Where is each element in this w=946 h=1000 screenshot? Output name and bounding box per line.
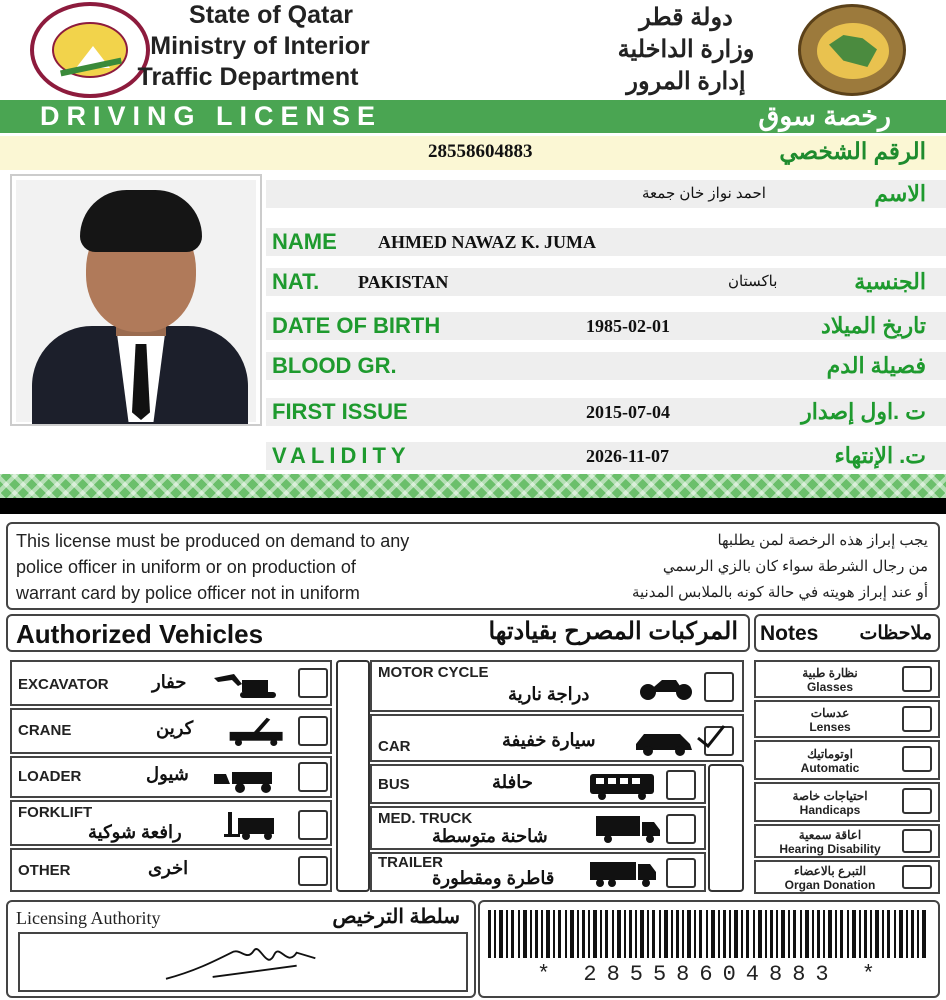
vehicle-label-ar: سيارة خفيفة <box>502 730 596 750</box>
vehicle-label-ar: اخرى <box>148 858 189 878</box>
note-handicaps <box>754 782 940 822</box>
motorcycle-icon <box>636 672 696 702</box>
glasses-checkbox[interactable] <box>902 666 932 692</box>
vehicle-trailer <box>370 852 706 892</box>
header-arabic <box>586 2 786 98</box>
ministry-title: Ministry of Interior <box>150 32 370 60</box>
note-automatic <box>754 740 940 780</box>
decorative-pattern-band <box>0 474 946 498</box>
hearing-checkbox[interactable] <box>902 829 932 853</box>
bracket-left-group <box>336 660 370 892</box>
vehicle-crane <box>10 708 332 754</box>
validity-label: VALIDITY <box>272 443 411 468</box>
notice-line-1: This license must be produced on demand to any <box>16 531 410 551</box>
note-label <box>760 828 900 856</box>
organ-donation-checkbox[interactable] <box>902 865 932 889</box>
excavator-checkbox[interactable] <box>298 668 328 698</box>
gcc-emblem-icon <box>798 4 906 96</box>
department-title-ar: إدارة المرور <box>626 68 746 95</box>
licensing-authority-label-ar: سلطة الترخيص <box>332 906 460 928</box>
truck-icon <box>594 814 664 844</box>
row-dob <box>266 312 946 340</box>
note-label <box>760 706 900 734</box>
row-nationality <box>266 268 946 296</box>
note-label <box>760 864 900 892</box>
dob-value: 1985-02-01 <box>586 316 670 336</box>
truck-checkbox[interactable] <box>666 814 696 844</box>
note-label-ar: التبرع بالاعضاء <box>793 864 867 878</box>
note-label <box>760 747 900 775</box>
validity-label-ar: ت. الإنتهاء <box>834 443 926 468</box>
note-glasses <box>754 660 940 698</box>
dob-label: DATE OF BIRTH <box>272 313 441 338</box>
nationality-value-ar: باكستان <box>728 273 778 290</box>
vehicle-label: CRANE <box>18 722 72 739</box>
vehicle-label-ar: شيول <box>146 764 189 784</box>
vehicle-other <box>10 848 332 892</box>
check-mark-icon <box>696 722 726 752</box>
notice-line-3: warrant card by police officer not in uniform <box>16 583 360 603</box>
note-label <box>760 666 900 694</box>
license-back <box>0 514 946 1000</box>
barcode-box <box>478 900 940 998</box>
holder-photo <box>10 174 262 426</box>
license-title: DRIVING LICENSE <box>40 101 383 131</box>
car-icon <box>632 726 696 756</box>
department-title: Traffic Department <box>137 63 359 91</box>
barcode-number: * 28558604883 * <box>536 962 886 987</box>
card-divider <box>0 498 946 514</box>
note-label-ar: عدسات <box>810 706 850 720</box>
note-label-en: Handicaps <box>799 803 861 817</box>
barcode-icon <box>488 910 928 958</box>
trailer-checkbox[interactable] <box>666 858 696 888</box>
vehicle-label: MOTOR CYCLE <box>378 664 489 681</box>
bus-icon <box>588 770 658 800</box>
nationality-value: PAKISTAN <box>358 272 449 292</box>
other-checkbox[interactable] <box>298 856 328 886</box>
notes-title: Notes <box>760 622 819 645</box>
note-lenses <box>754 700 940 738</box>
vehicle-label: FORKLIFT <box>18 804 93 821</box>
note-label-en: Hearing Disability <box>779 842 881 856</box>
dob-label-ar: تاريخ الميلاد <box>821 313 926 338</box>
forklift-checkbox[interactable] <box>298 810 328 840</box>
state-title: State of Qatar <box>189 1 353 29</box>
vehicle-label: EXCAVATOR <box>18 676 109 693</box>
note-label-ar: اوتوماتيك <box>807 747 853 761</box>
license-title-ar: رخصة سوق <box>758 101 891 131</box>
vehicle-label: CAR <box>378 738 411 755</box>
personal-id-label-ar: الرقم الشخصي <box>779 138 926 164</box>
ministry-title-ar: وزارة الداخلية <box>617 36 755 63</box>
first-issue-label-ar: ت .اول إصدار <box>801 399 926 424</box>
licensing-authority-box <box>6 900 476 998</box>
crane-icon <box>222 716 292 746</box>
bracket-right-group <box>708 764 744 892</box>
validity-value: 2026-11-07 <box>586 446 669 466</box>
name-label-ar: الاسم <box>874 181 926 206</box>
vehicle-excavator <box>10 660 332 706</box>
motorcycle-checkbox[interactable] <box>704 672 734 702</box>
note-organ-donation <box>754 860 940 894</box>
notes-header <box>754 614 940 652</box>
row-blood <box>266 352 946 380</box>
note-hearing <box>754 824 940 858</box>
nationality-label: NAT. <box>272 269 320 294</box>
crane-checkbox[interactable] <box>298 716 328 746</box>
name-label: NAME <box>272 229 337 254</box>
excavator-icon <box>212 670 282 700</box>
bus-checkbox[interactable] <box>666 770 696 800</box>
loader-checkbox[interactable] <box>298 762 328 792</box>
vehicle-label-ar: كرين <box>156 718 194 738</box>
vehicle-label-ar: دراجة نارية <box>508 684 590 704</box>
authorized-vehicles-header <box>6 614 750 652</box>
car-checkbox[interactable] <box>704 726 734 756</box>
id-band <box>0 136 946 170</box>
notice-line-2-ar: من رجال الشرطة سواء كان بالزي الرسمي <box>662 558 928 575</box>
notice-line-3-ar: أو عند إبراز هويته في حالة كونه بالملابس المدنية <box>631 584 928 601</box>
vehicle-label-ar: حافلة <box>492 772 533 792</box>
note-label <box>760 789 900 817</box>
vehicle-label-ar: رافعة شوكية <box>88 822 182 842</box>
blood-label-ar: فصيلة الدم <box>826 353 926 378</box>
loader-icon <box>212 764 282 794</box>
note-label-ar: احتياجات خاصة <box>792 789 868 803</box>
row-name <box>266 228 946 256</box>
title-band <box>0 100 946 133</box>
nationality-label-ar: الجنسية <box>854 269 926 294</box>
authorized-vehicles-title: Authorized Vehicles <box>16 619 264 649</box>
licensing-authority-label: Licensing Authority <box>16 908 161 928</box>
vehicle-label: TRAILER <box>378 854 443 871</box>
vehicle-label: LOADER <box>18 768 82 785</box>
vehicle-label: BUS <box>378 776 410 793</box>
vehicle-motorcycle <box>370 660 744 712</box>
note-label-en: Glasses <box>806 680 854 694</box>
forklift-icon <box>224 810 294 840</box>
vehicle-forklift <box>10 800 332 846</box>
header-english <box>0 0 470 93</box>
lenses-checkbox[interactable] <box>902 706 932 732</box>
note-label-en: Lenses <box>809 720 851 734</box>
blood-label: BLOOD GR. <box>272 353 397 378</box>
handicaps-checkbox[interactable] <box>902 788 932 814</box>
vehicle-med-truck <box>370 806 706 850</box>
row-first-issue <box>266 398 946 426</box>
vehicle-label-ar: حفار <box>152 672 187 692</box>
authorized-vehicles-title-ar: المركبات المصرح بقيادتها <box>488 618 738 645</box>
vehicle-label: MED. TRUCK <box>378 810 473 827</box>
notice-line-1-ar: يجب إبراز هذه الرخصة لمن يطلبها <box>717 532 928 549</box>
notes-title-ar: ملاحظات <box>859 623 932 644</box>
license-front <box>0 0 946 498</box>
vehicle-loader <box>10 756 332 798</box>
note-label-ar: نظارة طبية <box>802 666 858 680</box>
trailer-icon <box>588 858 658 888</box>
vehicle-label: OTHER <box>18 862 71 879</box>
row-validity <box>266 442 946 470</box>
first-issue-value: 2015-07-04 <box>586 402 670 422</box>
note-label-en: Organ Donation <box>784 878 876 892</box>
automatic-checkbox[interactable] <box>902 746 932 772</box>
first-issue-label: FIRST ISSUE <box>272 399 408 424</box>
row-arabic-name <box>266 180 946 208</box>
notice-line-2: police officer in uniform or on production of <box>16 557 356 577</box>
vehicle-bus <box>370 764 706 804</box>
personal-id-value: 28558604883 <box>428 141 533 162</box>
vehicle-label-ar: شاحنة متوسطة <box>432 826 548 846</box>
state-title-ar: دولة قطر <box>639 4 733 31</box>
vehicle-car <box>370 714 744 762</box>
signature-box <box>18 932 468 992</box>
notice-box <box>6 522 940 610</box>
note-label-ar: اعاقة سمعية <box>798 828 862 842</box>
vehicle-label-ar: قاطرة ومقطورة <box>432 868 555 888</box>
note-label-en: Automatic <box>800 761 860 775</box>
name-value: AHMED NAWAZ K. JUMA <box>378 232 596 252</box>
signature-icon <box>150 934 350 990</box>
name-value-ar: احمد نواز خان جمعة <box>642 185 766 202</box>
